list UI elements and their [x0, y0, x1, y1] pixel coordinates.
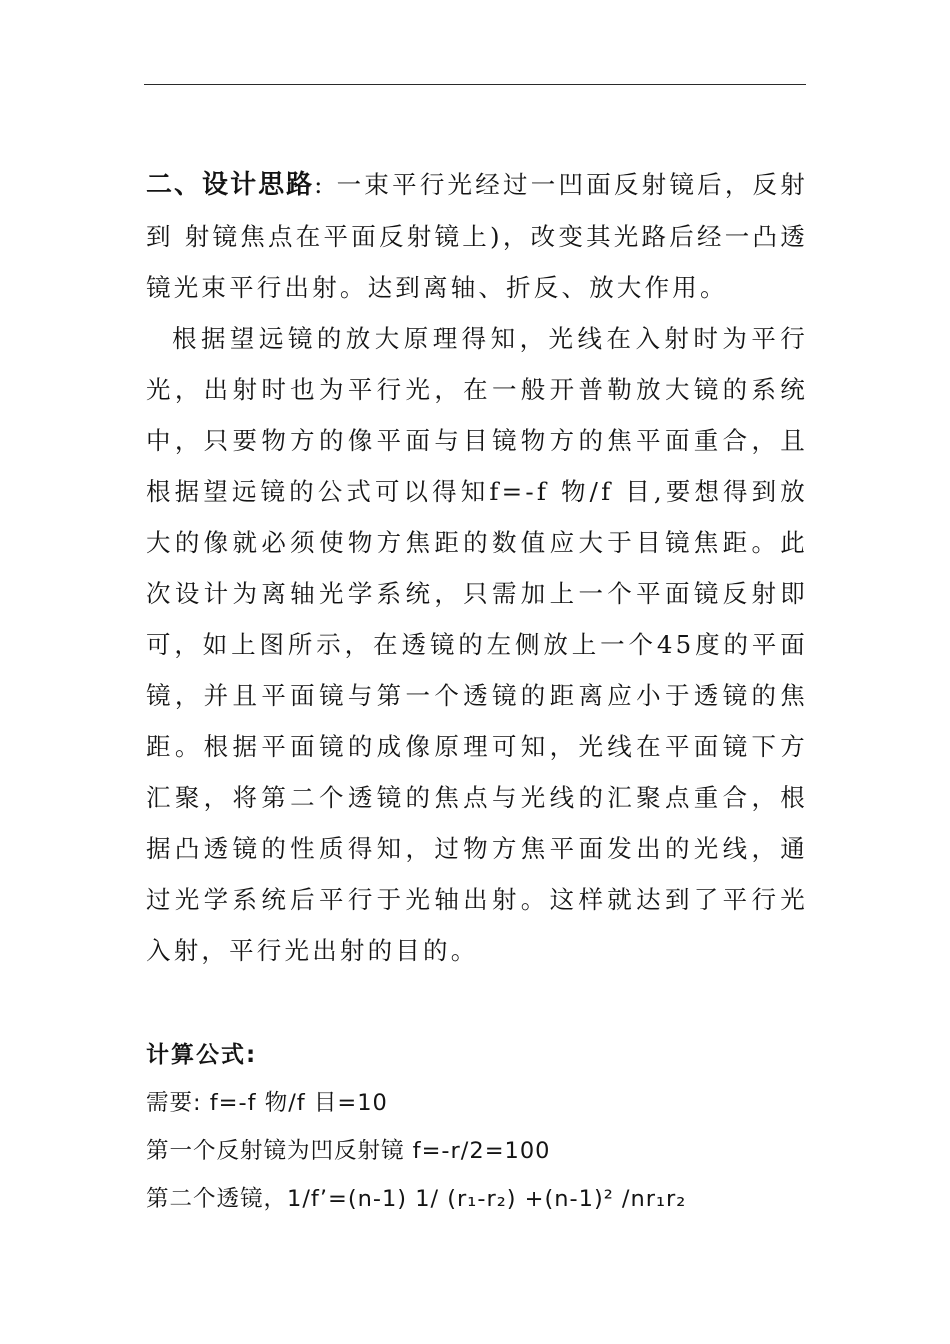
body-paragraph: 根据望远镜的放大原理得知，光线在入射时为平行光，出射时也为平行光，在一般开普勒放大镜的系统中，只要物方的像平面与目镜物方的焦平面重合，且根据望远镜的公式可以得知f=-f 物/f 目,要想得到放大的像就必须使物方焦距的数值应大于目镜焦距。此次设计为离轴光学系统，只需加上一个平面镜反射即可，如上图所示，在透镜的左侧放上一个45度的平面镜，并且平面镜与第一个透镜的距离应小于透镜的焦距。根据平面镜的成像原理可知，光线在平面镜下方汇聚，将第二个透镜的焦点与光线的汇聚点重合，根据凸透镜的性质得知，过物方焦平面发出的光线，通过光学系统后平行于光轴出射。这样就达到了平行光入射，平行光出射的目的。	[146, 324, 808, 965]
document-body	[146, 159, 808, 1223]
design-idea-paragraph	[146, 159, 808, 313]
formulas-title: 计算公式:	[146, 1042, 258, 1068]
formula-line-3: 第二个透镜，1/f’=(n-1) 1/ (r₁-r₂) +(n-1)² /nr₁r₂	[146, 1186, 687, 1212]
formula-line-1: 需要: f=-f 物/f 目=10	[146, 1090, 388, 1116]
section-heading: 二、设计思路	[146, 170, 315, 200]
spacer	[146, 976, 808, 1031]
formula-line-2: 第一个反射镜为凹反射镜 f=-r/2=100	[146, 1138, 551, 1164]
header-rule	[144, 84, 806, 85]
section-intro: : 一束平行光经过一凹面反射镜后，反射到 射镜焦点在平面反射镜上)，改变其光路后经一凸透镜光束平行出射。达到离轴、折反、放大作用。	[146, 170, 808, 302]
